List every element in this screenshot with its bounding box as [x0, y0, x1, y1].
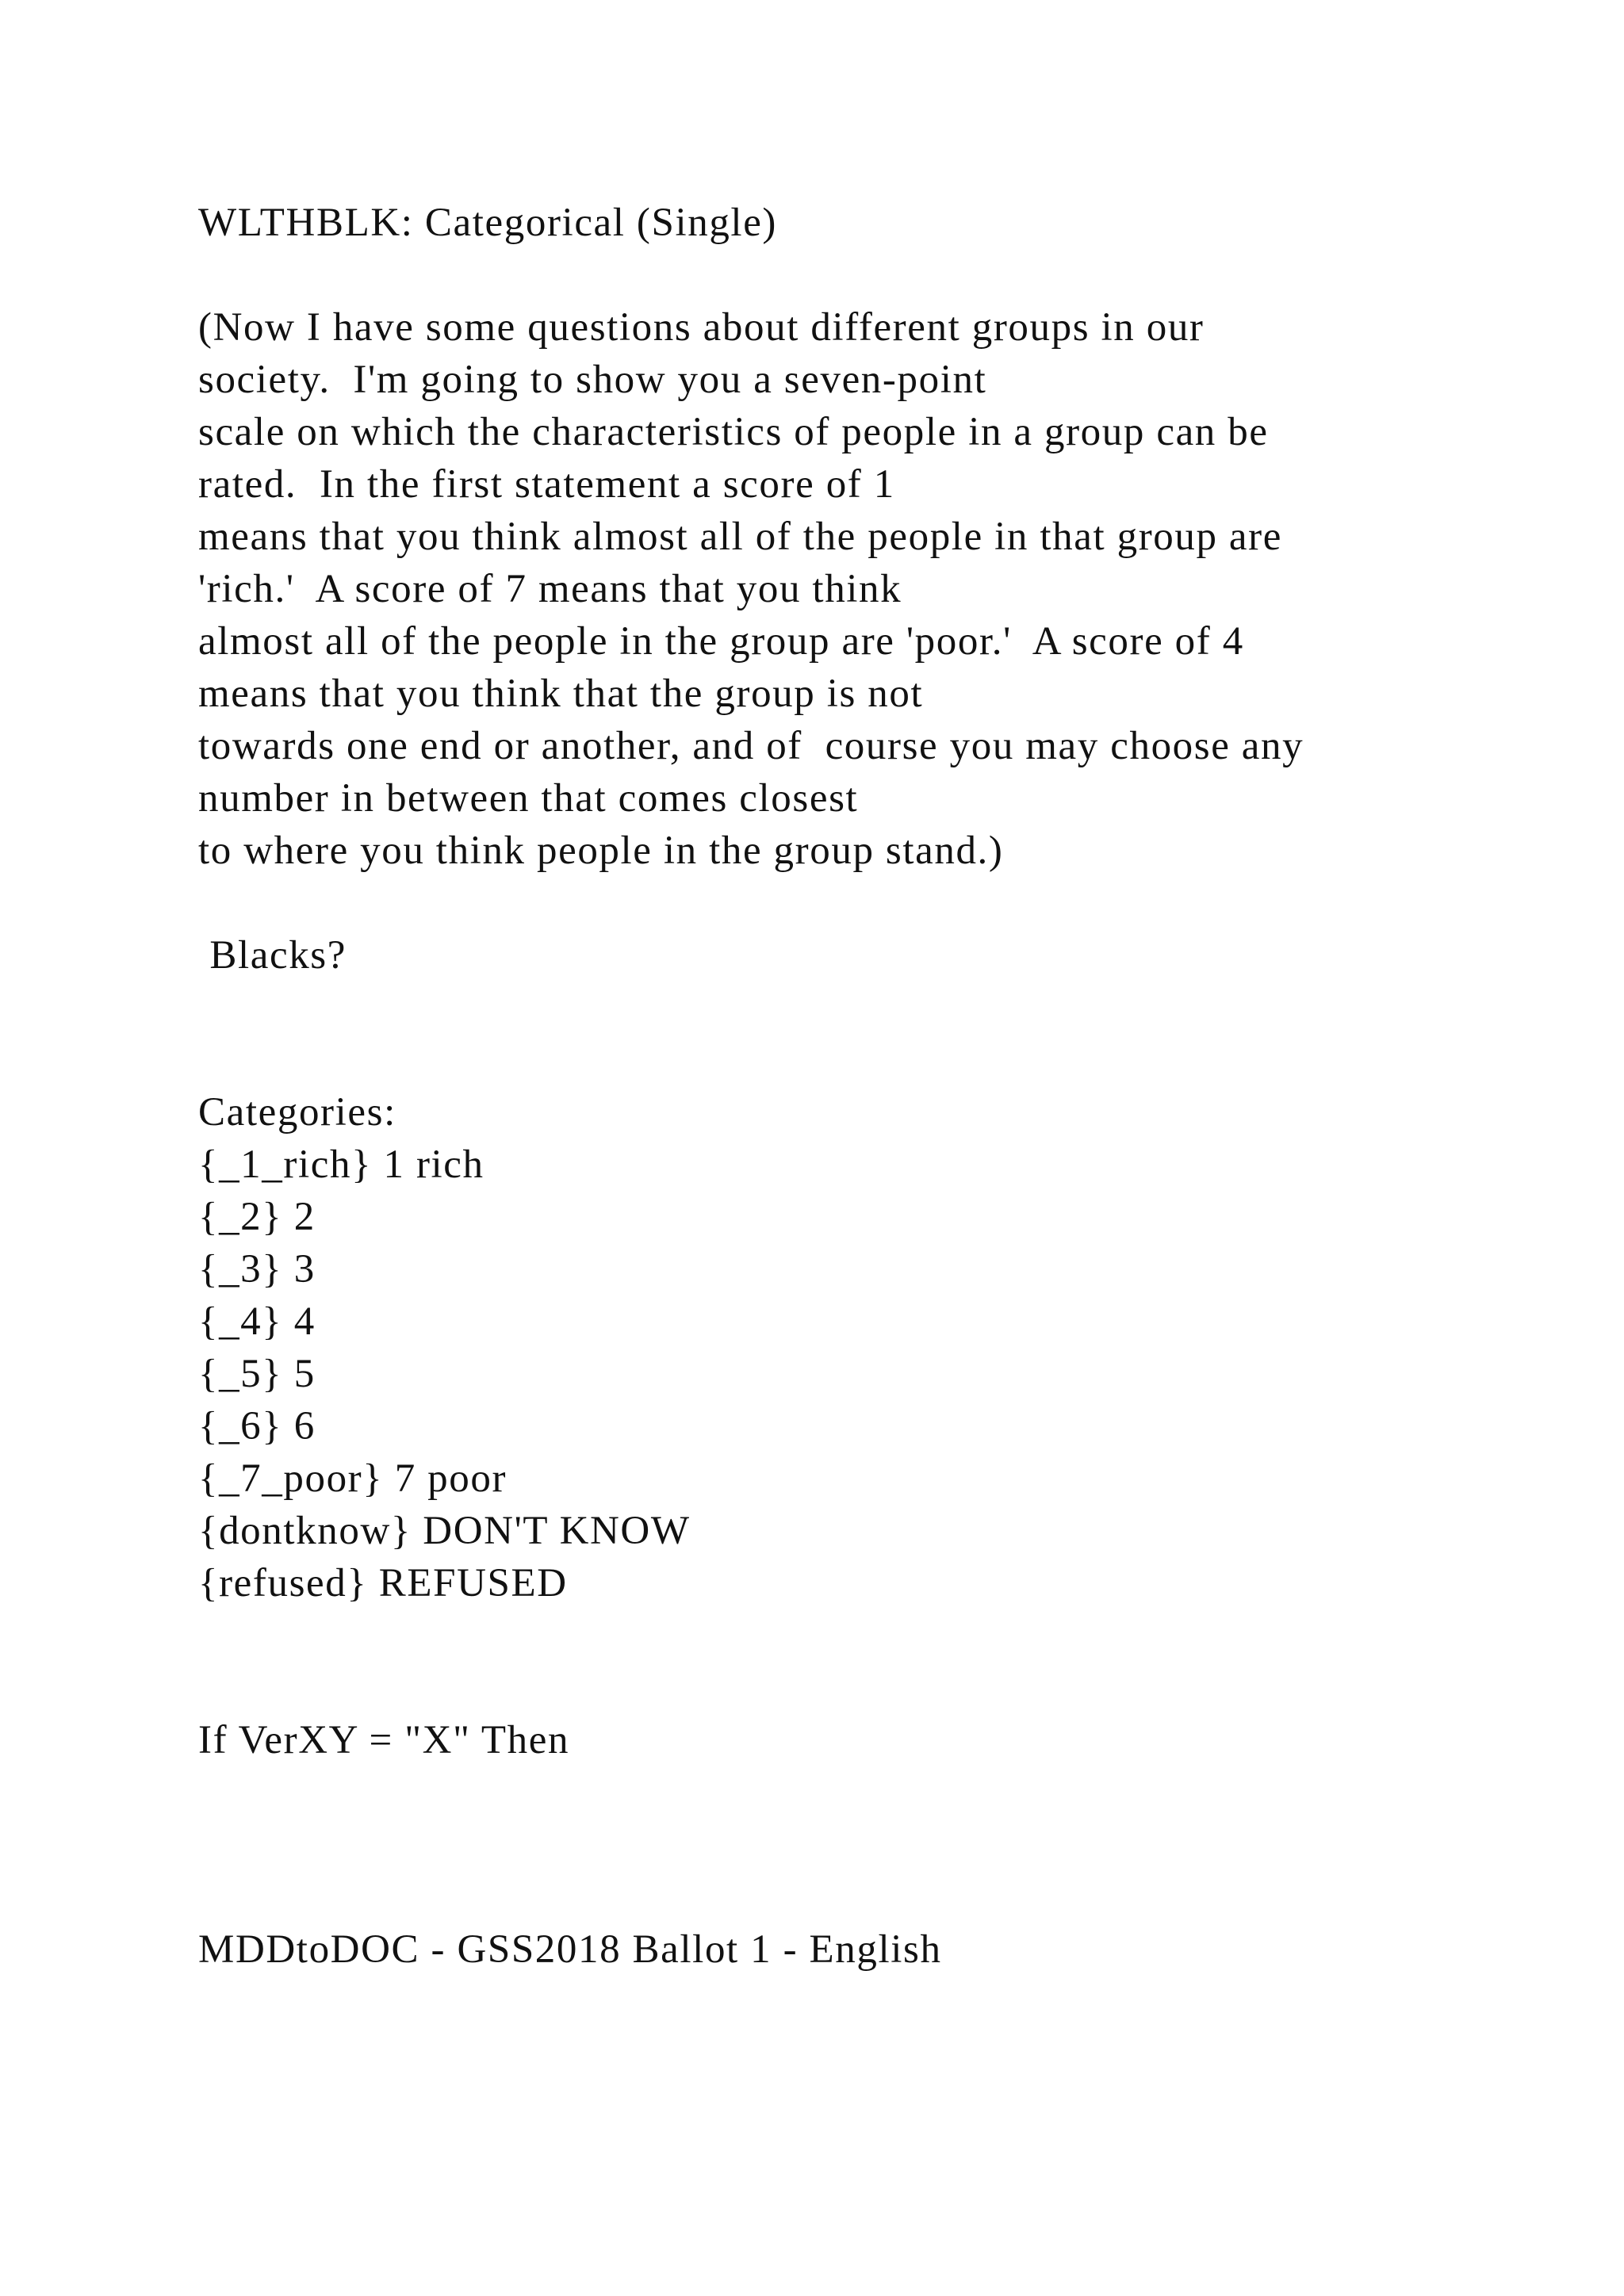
question-text-line-8: means that you think that the group is not — [198, 672, 924, 716]
category-item: {_1_rich} 1 rich — [198, 1142, 485, 1187]
question-title: WLTHBLK: Categorical (Single) — [198, 201, 778, 245]
category-item: {_3} 3 — [198, 1247, 316, 1292]
category-item: {refused} REFUSED — [198, 1561, 568, 1605]
question-text-line-2: society. I'm going to show you a seven-point — [198, 358, 987, 402]
category-item: {_5} 5 — [198, 1352, 316, 1396]
category-item: {_6} 6 — [198, 1404, 316, 1448]
category-item: {dontknow} DON'T KNOW — [198, 1509, 691, 1553]
document-footer: MDDtoDOC - GSS2018 Ballot 1 - English — [198, 1927, 942, 1972]
question-text-line-7: almost all of the people in the group are 'poor.' A score of 4 — [198, 619, 1244, 664]
question-text-line-10: number in between that comes closest — [198, 776, 859, 821]
question-text-line-11: to where you think people in the group stand.) — [198, 828, 1004, 873]
category-item: {_7_poor} 7 poor — [198, 1456, 508, 1501]
question-text-line-3: scale on which the characteristics of people in a group can be — [198, 410, 1269, 454]
category-item: {_4} 4 — [198, 1299, 316, 1344]
question-subject: Blacks? — [198, 933, 347, 978]
question-text-line-6: 'rich.' A score of 7 means that you think — [198, 567, 902, 611]
question-text-line-5: means that you think almost all of the people in that group are — [198, 515, 1282, 559]
question-text-line-9: towards one end or another, and of course you may choose any — [198, 724, 1304, 768]
question-text-line-4: rated. In the first statement a score of 1 — [198, 462, 895, 507]
category-item: {_2} 2 — [198, 1195, 316, 1239]
categories-label: Categories: — [198, 1090, 396, 1135]
question-text-line-1: (Now I have some questions about different groups in our — [198, 305, 1205, 350]
condition-statement: If VerXY = "X" Then — [198, 1718, 570, 1762]
